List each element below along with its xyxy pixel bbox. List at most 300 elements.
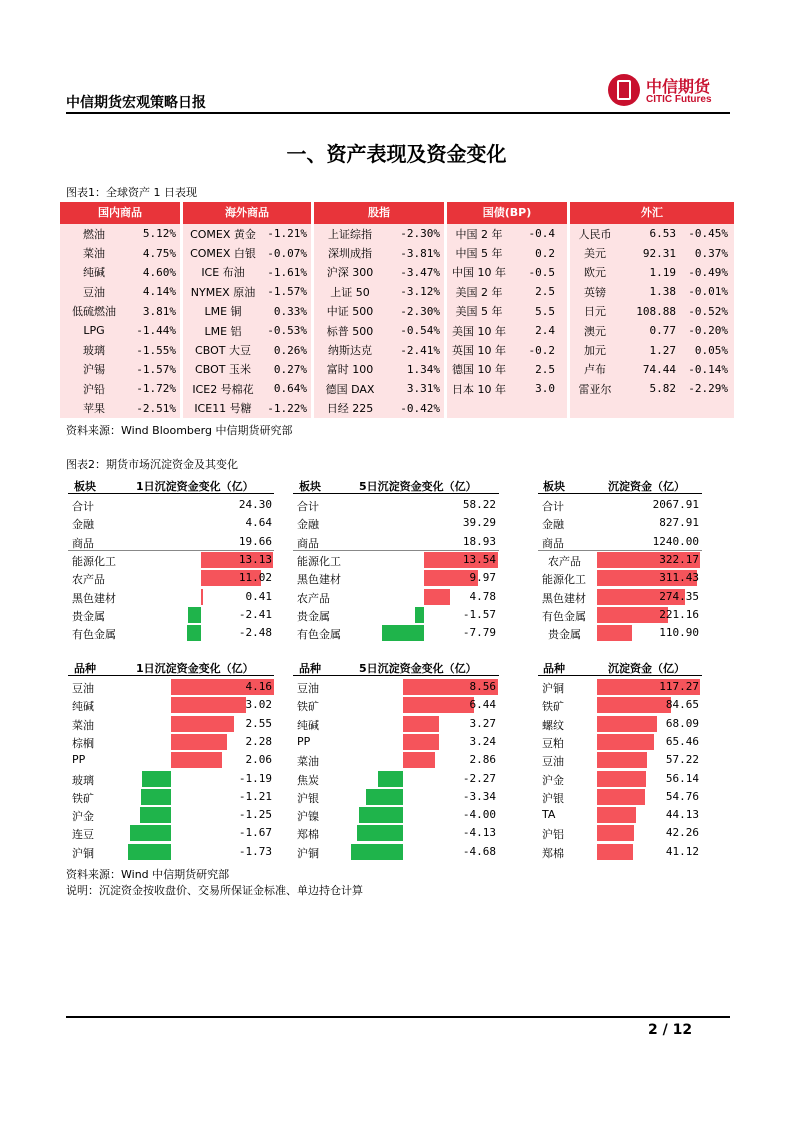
asset-value: -0.07%: [267, 246, 307, 260]
fund-row: [0, 751, 793, 769]
asset-value: 0.77: [649, 324, 676, 338]
asset-row: [314, 399, 444, 418]
fund-row-value: 2.55: [245, 716, 272, 730]
fund-row-label: 黑色建材: [72, 591, 116, 605]
panel-header-rule: [293, 493, 499, 494]
fund-row-label: 郑棉: [297, 828, 319, 842]
asset-row: [314, 224, 444, 243]
asset-value: -2.51%: [136, 401, 176, 415]
asset-row: [570, 243, 734, 262]
fund-row-label: 合计: [297, 500, 319, 513]
fund-row-label: 铁矿: [297, 700, 319, 714]
fund-row-label: 金融: [72, 518, 94, 532]
asset-name: NYMEX 原油: [190, 285, 256, 299]
asset-value: 4.14%: [142, 285, 176, 299]
fund-row-value: 3.02: [245, 698, 272, 712]
fund-row-value: 56.14: [665, 771, 699, 785]
asset-value: -0.53%: [267, 324, 307, 338]
asset-name: CBOT 大豆: [195, 344, 251, 358]
asset-row: [60, 379, 180, 398]
fund-row-label: 沪金: [542, 773, 564, 787]
fund-row-value: -3.34: [462, 789, 496, 803]
asset-value: 1.27: [649, 343, 676, 357]
fund-row-label: 沪金: [72, 810, 94, 824]
asset-value: 1.38: [649, 285, 676, 299]
asset-value: 4.75%: [142, 246, 176, 260]
asset-row: [183, 321, 311, 340]
asset-value: -1.55%: [136, 343, 176, 357]
asset-row: [183, 282, 311, 301]
fund-row-value: -1.57: [462, 607, 496, 621]
panel-col-header: 板块: [543, 480, 565, 493]
asset-group-2: [314, 202, 444, 418]
asset-value: 1.34%: [406, 362, 440, 376]
asset-value: -0.14%: [688, 362, 728, 376]
fund-row-label: TA: [542, 808, 556, 822]
fund-row-label: 贵金属: [297, 609, 330, 623]
asset-row: [447, 340, 567, 359]
fund-row-label: 合计: [72, 500, 94, 513]
citic-logo: [608, 74, 728, 108]
asset-name: 沪铅: [83, 382, 105, 396]
asset-group-header: 国债(BP): [447, 202, 567, 224]
fund-row-value: 13.54: [462, 552, 496, 566]
asset-value: -0.4: [528, 227, 555, 241]
fund-row-value: 221.16: [659, 607, 699, 621]
fund-row-value: 3.27: [469, 716, 496, 730]
asset-name: 美国 2 年: [455, 285, 503, 299]
section-title: 一、资产表现及资金变化: [286, 142, 507, 166]
asset-value: 3.31%: [406, 382, 440, 396]
asset-row: [60, 224, 180, 243]
asset-name: LME 铜: [204, 305, 242, 319]
fund-row-value: -2.41: [238, 607, 272, 621]
fund-row: [0, 843, 793, 861]
fund-row-label: 郑棉: [542, 846, 564, 860]
asset-row: [570, 282, 734, 301]
asset-name: 中国 10 年: [452, 266, 506, 280]
asset-value: 2.5: [535, 285, 555, 299]
asset-row: [183, 379, 311, 398]
panel-col-header: 板块: [74, 480, 96, 493]
fund-row: [0, 770, 793, 788]
fund-row-label: 纯碱: [297, 718, 319, 732]
fund-row-value: 19.66: [238, 534, 272, 548]
asset-value: -1.72%: [136, 382, 176, 396]
panel-header-rule: [293, 675, 499, 676]
fund-row-label: PP: [297, 734, 311, 748]
asset-group-header: 海外商品: [183, 202, 311, 224]
report-title: 中信期货宏观策略日报: [66, 95, 206, 111]
asset-name: 苹果: [83, 402, 105, 416]
asset-group-0: [60, 202, 180, 418]
asset-row: [570, 340, 734, 359]
asset-value: -1.22%: [267, 401, 307, 415]
asset-row: [60, 340, 180, 359]
fund-row-label: 农产品: [297, 591, 330, 605]
fund-row-label: 焦炭: [297, 773, 319, 787]
fund-row-value: -1.73: [238, 844, 272, 858]
asset-value: 0.2: [535, 246, 555, 260]
fund-row-label: 农产品: [548, 554, 581, 568]
asset-value: -2.30%: [400, 227, 440, 241]
fund-row-value: 44.13: [665, 808, 699, 822]
asset-name: 美元: [584, 247, 606, 261]
asset-name: 澳元: [584, 324, 606, 338]
asset-group-1: [183, 202, 311, 418]
fund-row-value: 2.86: [469, 753, 496, 767]
asset-name: 英国 10 年: [452, 344, 506, 358]
asset-row: [183, 263, 311, 282]
fund-row-label: 能源化工: [297, 554, 341, 568]
asset-value: 74.44: [642, 362, 676, 376]
asset-row: [570, 399, 734, 418]
asset-value: 1.19: [649, 265, 676, 279]
asset-value: -2.30%: [400, 304, 440, 318]
fund-row-label: 金融: [542, 518, 564, 532]
fund-row-label: 贵金属: [72, 609, 105, 623]
fund-row-value: 274.35: [659, 589, 699, 603]
fund-row-value: 1240.00: [652, 534, 699, 548]
asset-row: [447, 263, 567, 282]
asset-row: [570, 321, 734, 340]
fund-row-label: 沪铜: [297, 846, 319, 860]
asset-row: [570, 379, 734, 398]
asset-value: -1.57%: [267, 285, 307, 299]
logo-cn-text: 中信期货: [646, 77, 711, 96]
fund-row-label: 豆油: [72, 682, 94, 695]
asset-row: [447, 379, 567, 398]
fund-row: [0, 569, 793, 587]
asset-row: [447, 360, 567, 379]
panel-header-rule: [538, 675, 702, 676]
asset-value: 0.33%: [273, 304, 307, 318]
fund-row: [0, 496, 793, 514]
fund-row-value: 84.65: [665, 698, 699, 712]
asset-row: [183, 224, 311, 243]
fund-row-label: 豆粕: [542, 736, 564, 750]
fig1-source: 资料来源：Wind Bloomberg 中信期货研究部: [66, 424, 293, 437]
fig2-caption: 图表2：期货市场沉淀资金及其变化: [66, 458, 238, 471]
asset-name: ICE2 号棉花: [192, 382, 254, 396]
asset-value: 0.37%: [694, 246, 728, 260]
fund-row-value: 68.09: [665, 716, 699, 730]
fund-row-value: -2.48: [238, 626, 272, 640]
asset-name: 玻璃: [83, 344, 105, 358]
asset-name: 雷亚尔: [578, 382, 612, 396]
asset-name: 英镑: [584, 285, 606, 299]
fund-row-value: 4.64: [245, 516, 272, 530]
fund-row-value: -4.68: [462, 844, 496, 858]
asset-value: 4.60%: [142, 265, 176, 279]
fig2-note: 说明：沉淀资金按收盘价、交易所保证金标准、单边持仓计算: [66, 884, 363, 897]
fund-row-value: 6.44: [469, 698, 496, 712]
asset-value: 5.5: [535, 304, 555, 318]
asset-value: 3.0: [535, 382, 555, 396]
asset-value: -3.81%: [400, 246, 440, 260]
fund-row-label: 有色金属: [297, 628, 341, 642]
asset-row: [570, 302, 734, 321]
asset-value: 5.12%: [142, 227, 176, 241]
fund-row-value: 3.24: [469, 734, 496, 748]
logo-en-text: CITIC Futures: [646, 94, 712, 105]
asset-name: CBOT 玉米: [195, 363, 251, 377]
asset-value: -0.45%: [688, 227, 728, 241]
asset-name: LME 铝: [204, 324, 242, 338]
asset-row: [60, 263, 180, 282]
asset-name: 德国 10 年: [452, 363, 506, 377]
fund-row: [0, 514, 793, 532]
asset-name: 燃油: [83, 227, 105, 241]
asset-name: 中国 2 年: [455, 227, 503, 241]
asset-group-header: 国内商品: [60, 202, 180, 224]
fund-row-label: 商品: [72, 536, 94, 550]
asset-name: 中国 5 年: [455, 247, 503, 261]
asset-name: 卢布: [584, 363, 606, 377]
asset-row: [183, 340, 311, 359]
asset-row: [314, 243, 444, 262]
fund-row-label: 铁矿: [72, 791, 94, 805]
fund-row-value: 2.06: [245, 753, 272, 767]
positive-bar: [597, 844, 633, 860]
fund-row-value: 4.16: [245, 680, 272, 693]
asset-value: -0.49%: [688, 265, 728, 279]
fund-row-label: 菜油: [297, 755, 319, 769]
asset-value: -0.5: [528, 265, 555, 279]
asset-name: 美国 10 年: [452, 324, 506, 338]
fund-row: [0, 624, 793, 642]
fund-row: [0, 588, 793, 606]
asset-value: -0.52%: [688, 304, 728, 318]
fund-row-value: -1.19: [238, 771, 272, 785]
asset-row: [183, 243, 311, 262]
fund-row-label: 农产品: [72, 573, 105, 587]
panel-header-rule: [68, 493, 274, 494]
fund-row-value: 11.02: [238, 571, 272, 585]
header-rule: [66, 112, 730, 114]
asset-value: -2.29%: [688, 382, 728, 396]
asset-name: 日经 225: [326, 402, 374, 416]
fund-row-value: 117.27: [659, 680, 699, 693]
asset-row: [60, 302, 180, 321]
fund-row-value: 39.29: [462, 516, 496, 530]
asset-value: -0.20%: [688, 324, 728, 338]
fig2-source: 资料来源：Wind 中信期货研究部: [66, 868, 230, 881]
fund-row-label: 沪镍: [297, 810, 319, 824]
asset-value: 0.27%: [273, 362, 307, 376]
asset-name: 上证综指: [328, 227, 372, 241]
asset-name: 富时 100: [326, 363, 374, 377]
fund-row-label: 连豆: [72, 828, 94, 842]
asset-name: 沪锡: [83, 363, 105, 377]
panel-col-header: 品种: [299, 662, 321, 675]
fund-row-value: -1.67: [238, 826, 272, 840]
asset-row: [314, 302, 444, 321]
asset-name: 低硫燃油: [72, 305, 116, 319]
asset-name: 加元: [584, 344, 606, 358]
asset-value: -3.47%: [400, 265, 440, 279]
fund-row-label: 玻璃: [72, 773, 94, 787]
asset-value: 6.53: [649, 227, 676, 241]
asset-value: -1.44%: [136, 324, 176, 338]
asset-row: [314, 379, 444, 398]
fund-row: [0, 533, 793, 551]
fund-row-label: 沪铜: [72, 846, 94, 860]
fund-row-value: 322.17: [659, 552, 699, 566]
fund-row-label: PP: [72, 753, 86, 767]
asset-name: 沪深 300: [326, 266, 374, 280]
asset-group-3: [447, 202, 567, 418]
panel-header-rule: [68, 675, 274, 676]
panel-value-header: 1日沉淀资金变化（亿）: [136, 662, 254, 675]
fund-row-label: 黑色建材: [542, 591, 586, 605]
asset-name: 人民币: [578, 227, 612, 241]
fund-row-value: 57.22: [665, 753, 699, 767]
fund-row-value: -4.13: [462, 826, 496, 840]
asset-value: -2.41%: [400, 343, 440, 357]
fund-row-label: 能源化工: [72, 554, 116, 568]
asset-name: 标普 500: [326, 324, 374, 338]
asset-name: 纳斯达克: [328, 344, 372, 358]
asset-row: [447, 282, 567, 301]
asset-row: [60, 399, 180, 418]
asset-value: -3.12%: [400, 285, 440, 299]
asset-row: [570, 360, 734, 379]
asset-name: 深圳成指: [328, 247, 372, 261]
page-number: 2 / 12: [648, 1022, 693, 1038]
fund-row-value: 41.12: [665, 844, 699, 858]
asset-name: LPG: [83, 324, 105, 338]
asset-row: [314, 360, 444, 379]
fund-row-value: -1.21: [238, 789, 272, 803]
asset-row: [570, 263, 734, 282]
fund-row-label: 有色金属: [72, 628, 116, 642]
fund-row-label: 棕榈: [72, 736, 94, 750]
fund-row: [0, 824, 793, 842]
asset-value: -1.21%: [267, 227, 307, 241]
panel-value-header: 沉淀资金（亿）: [608, 480, 685, 493]
fund-row-value: -2.27: [462, 771, 496, 785]
asset-name: 纯碱: [83, 266, 105, 280]
fund-row-value: 311.43: [659, 571, 699, 585]
panel-value-header: 沉淀资金（亿）: [608, 662, 685, 675]
fund-row-value: 58.22: [462, 498, 496, 511]
asset-row: [314, 263, 444, 282]
fund-row-value: 18.93: [462, 534, 496, 548]
asset-row: [447, 243, 567, 262]
asset-row: [447, 321, 567, 340]
asset-name: COMEX 黄金: [190, 227, 256, 241]
fund-row-value: 42.26: [665, 826, 699, 840]
asset-row: [447, 302, 567, 321]
asset-row: [447, 224, 567, 243]
asset-name: 菜油: [83, 247, 105, 261]
panel-col-header: 板块: [299, 480, 321, 493]
panel-header-rule: [538, 493, 702, 494]
fund-row-value: 24.30: [238, 498, 272, 511]
fund-row-value: 827.91: [659, 516, 699, 530]
fund-row: [0, 806, 793, 824]
fund-row-value: 9.97: [469, 571, 496, 585]
asset-value: 5.82: [649, 382, 676, 396]
fund-row-label: 沪银: [297, 791, 319, 805]
asset-value: 0.64%: [273, 382, 307, 396]
asset-value: -0.54%: [400, 324, 440, 338]
fund-row-value: 2067.91: [652, 498, 699, 511]
asset-name: COMEX 白银: [190, 247, 256, 261]
asset-name: 美国 5 年: [455, 305, 503, 319]
asset-value: -0.01%: [688, 285, 728, 299]
fund-row-value: -4.00: [462, 808, 496, 822]
fund-row-label: 豆油: [542, 755, 564, 769]
fund-row-value: 110.90: [659, 626, 699, 640]
asset-group-4: [570, 202, 734, 418]
fund-row-label: 能源化工: [542, 573, 586, 587]
asset-row: [60, 321, 180, 340]
asset-name: 豆油: [83, 285, 105, 299]
fund-row-value: -7.79: [462, 626, 496, 640]
fund-row-value: 13.13: [238, 552, 272, 566]
asset-value: 92.31: [642, 246, 676, 260]
panel-value-header: 5日沉淀资金变化（亿）: [359, 662, 477, 675]
asset-row: [60, 282, 180, 301]
fund-row: [0, 678, 793, 696]
asset-value: 0.26%: [273, 343, 307, 357]
asset-name: 日元: [584, 305, 606, 319]
asset-row: [314, 340, 444, 359]
asset-row: [183, 302, 311, 321]
fund-row-label: 金融: [297, 518, 319, 532]
fund-row: [0, 788, 793, 806]
asset-value: 2.5: [535, 362, 555, 376]
asset-row: [314, 321, 444, 340]
fund-row-label: 有色金属: [542, 609, 586, 623]
asset-value: -0.2: [528, 343, 555, 357]
asset-row: [570, 224, 734, 243]
fund-row-label: 贵金属: [548, 628, 581, 642]
panel-value-header: 5日沉淀资金变化（亿）: [359, 480, 477, 493]
fund-row: [0, 551, 793, 569]
fund-row-value: 54.76: [665, 789, 699, 803]
fund-row: [0, 733, 793, 751]
asset-value: 2.4: [535, 324, 555, 338]
asset-value: -1.57%: [136, 362, 176, 376]
asset-value: 3.81%: [142, 304, 176, 318]
fund-row: [0, 715, 793, 733]
asset-value: 108.88: [636, 304, 676, 318]
fund-row-value: 4.78: [469, 589, 496, 603]
asset-name: 日本 10 年: [452, 382, 506, 396]
asset-name: 中证 500: [326, 305, 374, 319]
asset-name: 德国 DAX: [325, 382, 375, 396]
fund-row-value: -1.25: [238, 808, 272, 822]
asset-name: 欧元: [584, 266, 606, 280]
asset-value: -1.61%: [267, 265, 307, 279]
asset-group-header: 股指: [314, 202, 444, 224]
panel-col-header: 品种: [543, 662, 565, 675]
asset-row: [447, 399, 567, 418]
asset-row: [60, 360, 180, 379]
asset-value: 0.05%: [694, 343, 728, 357]
fund-row-value: 8.56: [469, 680, 496, 693]
fund-row-label: 商品: [542, 536, 564, 550]
fund-row-label: 沪铜: [542, 682, 564, 695]
fund-row-value: 0.41: [245, 589, 272, 603]
fund-row-label: 商品: [297, 536, 319, 550]
panel-col-header: 品种: [74, 662, 96, 675]
fund-row-label: 黑色建材: [297, 573, 341, 587]
asset-value: -0.42%: [400, 401, 440, 415]
